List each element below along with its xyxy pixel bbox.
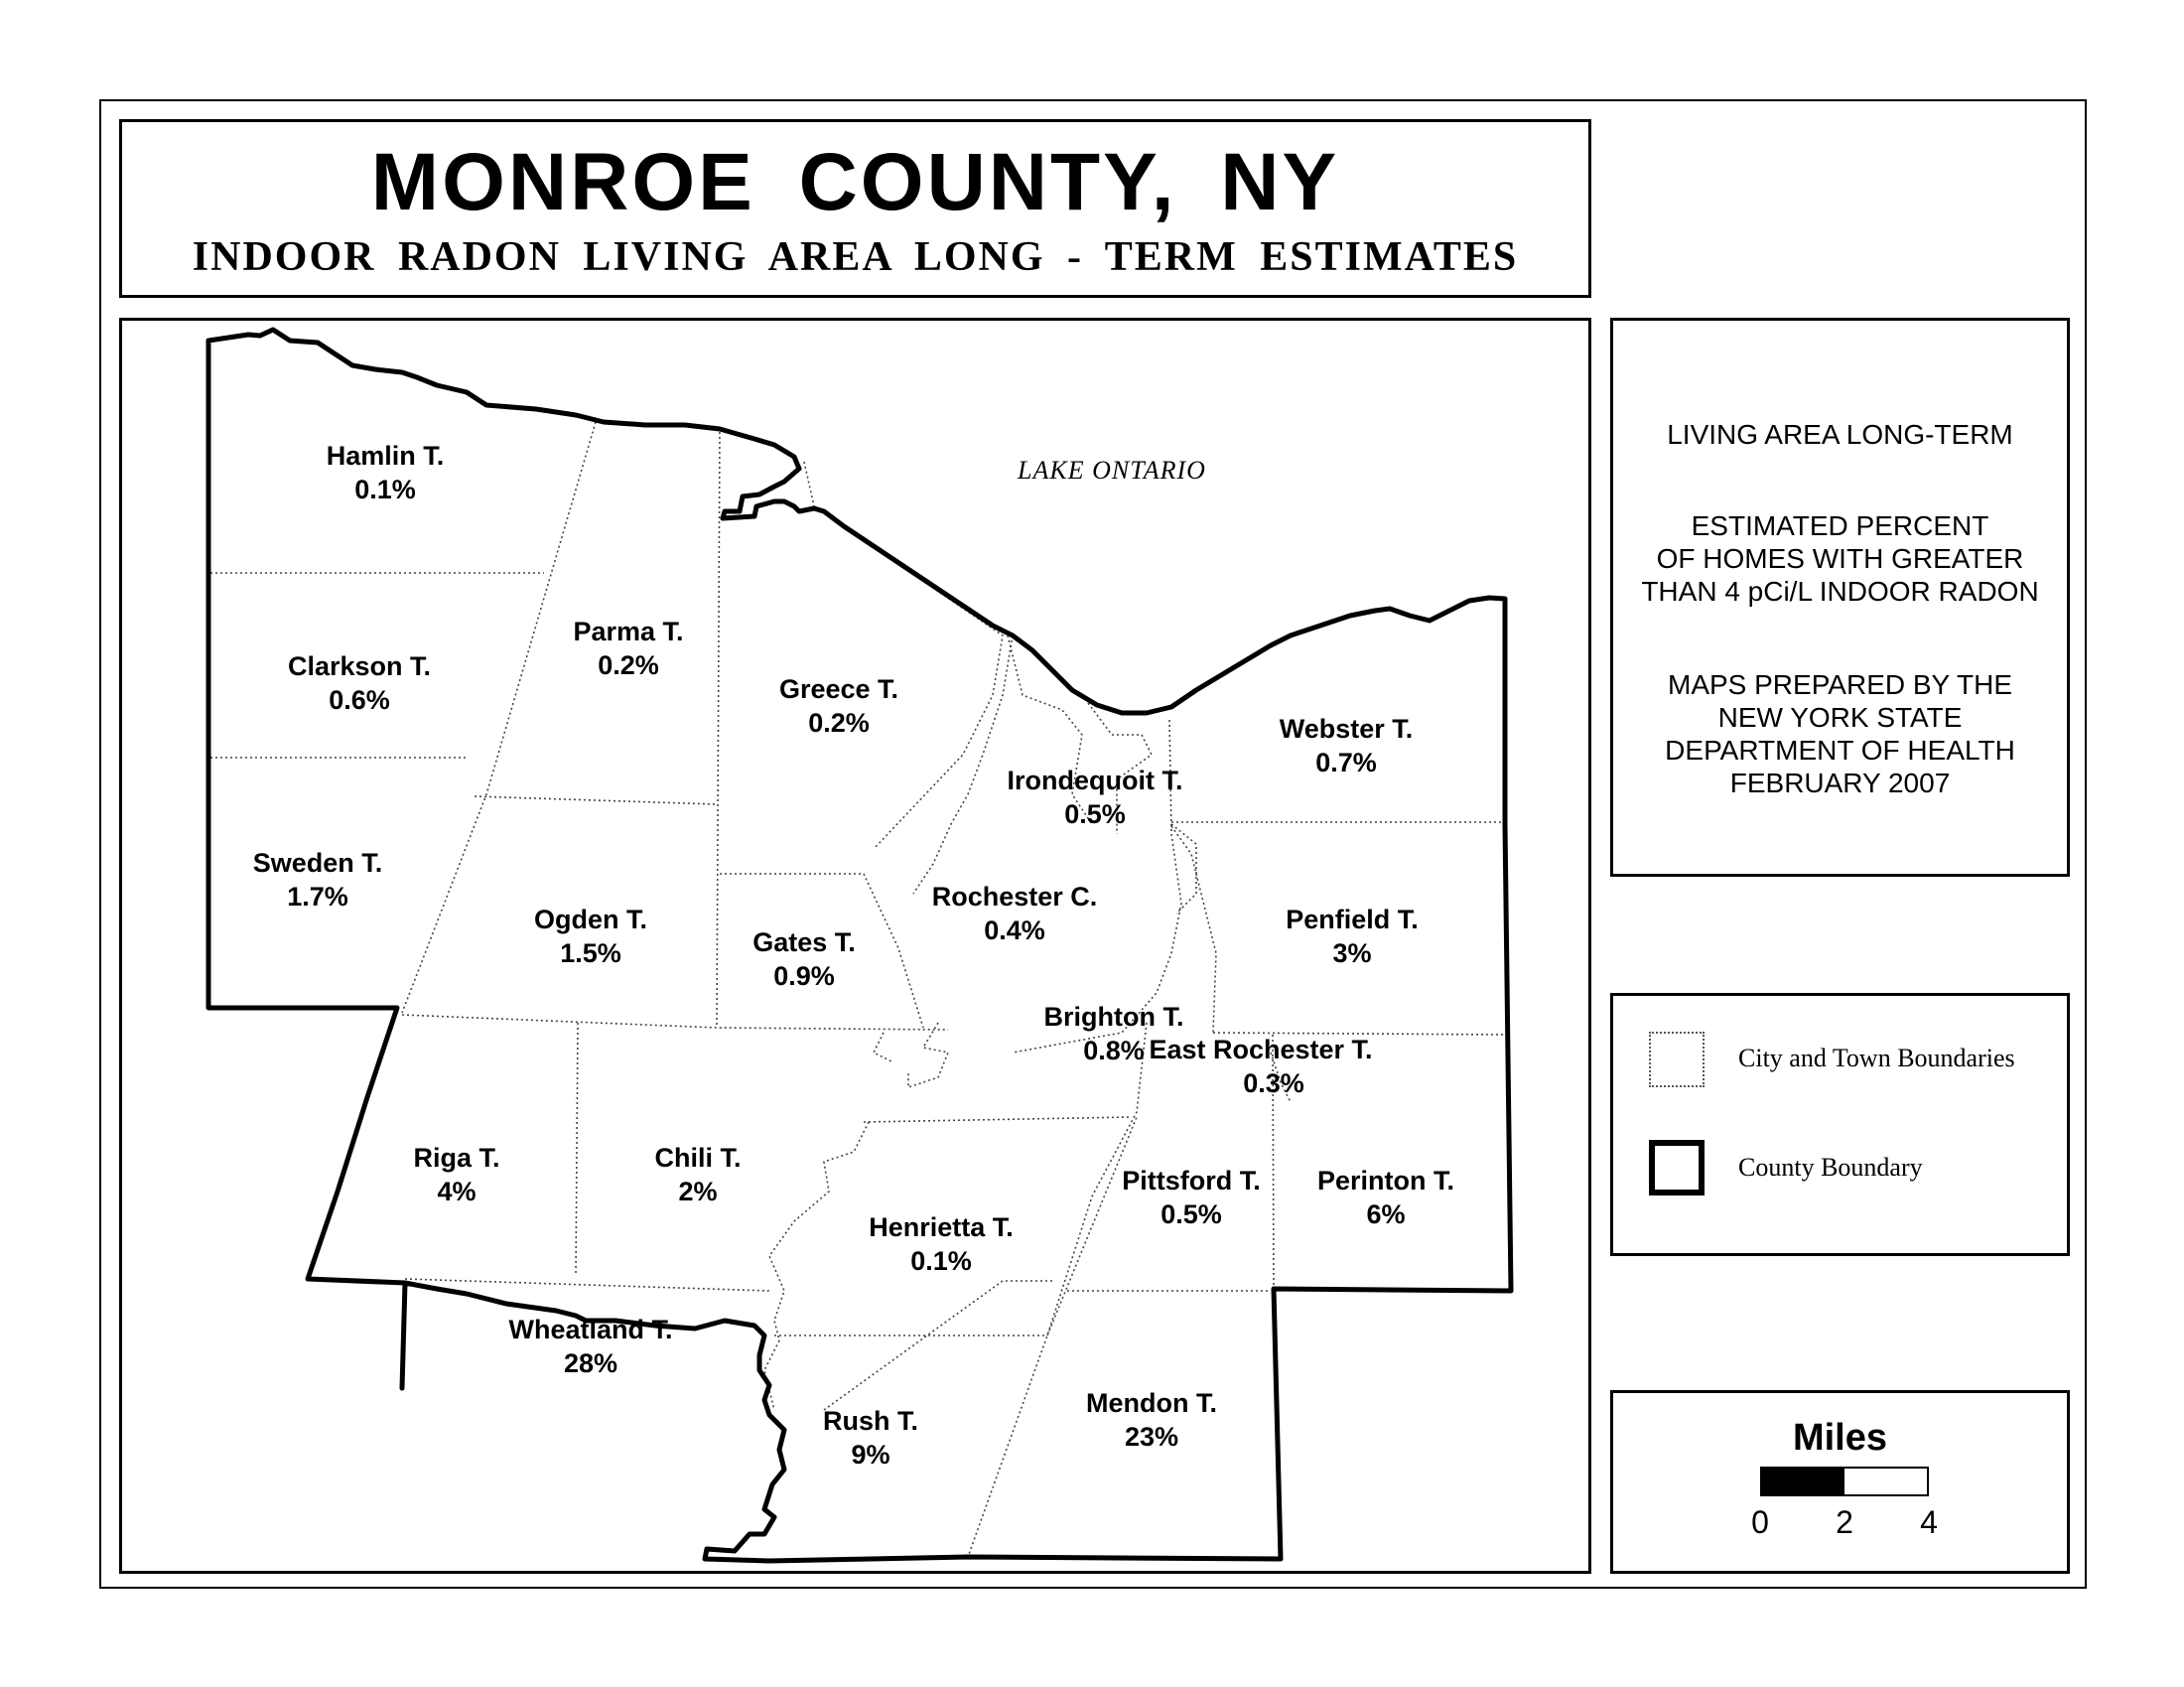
town-value-greece: 0.2% xyxy=(808,708,870,738)
town-value-ogden: 1.5% xyxy=(560,938,621,968)
town-value-sweden: 1.7% xyxy=(287,882,348,912)
city-town-boundary-swatch xyxy=(1649,1032,1705,1087)
lake-ontario-label: LAKE ONTARIO xyxy=(1018,456,1206,485)
town-label-mendon: Mendon T. xyxy=(1086,1388,1217,1418)
town-label-penfield: Penfield T. xyxy=(1286,905,1419,934)
scale-bar-white-segment xyxy=(1844,1469,1927,1494)
info-estimate-line-1: ESTIMATED PERCENT xyxy=(1691,510,1989,541)
info-estimate-line-2: OF HOMES WITH GREATER xyxy=(1656,543,2024,574)
scale-panel xyxy=(1610,1390,2070,1574)
town-label-gates: Gates T. xyxy=(752,927,856,957)
map-title: MONROE COUNTY, NY xyxy=(370,137,1340,227)
info-heading: LIVING AREA LONG-TERM xyxy=(1667,419,2013,450)
town-value-perinton: 6% xyxy=(1366,1199,1406,1229)
town-label-rush: Rush T. xyxy=(822,1406,919,1436)
town-label-henrietta: Henrietta T. xyxy=(869,1212,1014,1242)
city-town-boundary-label: City and Town Boundaries xyxy=(1738,1044,2015,1072)
county-boundary-swatch xyxy=(1649,1140,1705,1195)
town-boundaries xyxy=(210,422,1505,1557)
scale-tick-2: 2 xyxy=(1836,1504,1853,1540)
scale-title: Miles xyxy=(1792,1417,1888,1459)
town-label-ogden: Ogden T. xyxy=(534,905,647,934)
town-label-riga: Riga T. xyxy=(413,1143,500,1173)
scale-tick-0: 0 xyxy=(1751,1504,1769,1540)
map-subtitle: INDOOR RADON LIVING AREA LONG - TERM ESTIMATES xyxy=(192,234,1519,280)
scale-bar-black-segment xyxy=(1762,1469,1844,1494)
county-boundary-label: County Boundary xyxy=(1738,1153,1923,1182)
town-label-rochester: Rochester C. xyxy=(931,882,1098,912)
town-value-chili: 2% xyxy=(678,1177,718,1206)
town-value-henrietta: 0.1% xyxy=(910,1246,972,1276)
town-label-webster: Webster T. xyxy=(1279,714,1414,744)
town-value-east-rochester: 0.3% xyxy=(1243,1068,1304,1098)
town-value-hamlin: 0.1% xyxy=(354,475,416,504)
town-value-riga: 4% xyxy=(437,1177,477,1206)
town-label-wheatland: Wheatland T. xyxy=(508,1315,673,1344)
info-credit-line-2: NEW YORK STATE xyxy=(1717,702,1963,733)
town-label-chili: Chili T. xyxy=(654,1143,742,1173)
legend-panel xyxy=(1610,993,2070,1256)
town-value-webster: 0.7% xyxy=(1315,748,1377,777)
scale-bar xyxy=(1760,1467,1929,1496)
town-label-east-rochester: East Rochester T. xyxy=(1149,1035,1373,1064)
county-boundary xyxy=(208,330,1511,1561)
town-value-rush: 9% xyxy=(851,1440,890,1470)
town-label-greece: Greece T. xyxy=(778,674,899,704)
town-value-wheatland: 28% xyxy=(563,1348,618,1378)
town-label-parma: Parma T. xyxy=(573,617,684,646)
town-label-irondequoit: Irondequoit T. xyxy=(1007,766,1183,795)
info-credit-line-1: MAPS PREPARED BY THE xyxy=(1668,669,2012,700)
town-value-irondequoit: 0.5% xyxy=(1064,799,1126,829)
town-value-mendon: 23% xyxy=(1124,1422,1179,1452)
town-label-hamlin: Hamlin T. xyxy=(326,441,445,471)
town-value-gates: 0.9% xyxy=(773,961,835,991)
town-value-penfield: 3% xyxy=(1332,938,1372,968)
info-panel xyxy=(1610,318,2070,877)
town-label-clarkson: Clarkson T. xyxy=(287,651,432,681)
town-label-brighton: Brighton T. xyxy=(1043,1002,1184,1032)
town-value-clarkson: 0.6% xyxy=(329,685,390,715)
info-credit-line-4: FEBRUARY 2007 xyxy=(1729,768,1951,798)
town-value-brighton: 0.8% xyxy=(1083,1036,1145,1065)
town-value-pittsford: 0.5% xyxy=(1160,1199,1222,1229)
scale-tick-4: 4 xyxy=(1920,1504,1938,1540)
town-value-rochester: 0.4% xyxy=(984,915,1045,945)
town-label-sweden: Sweden T. xyxy=(252,848,383,878)
town-label-pittsford: Pittsford T. xyxy=(1122,1166,1261,1195)
town-label-perinton: Perinton T. xyxy=(1316,1166,1455,1195)
info-estimate-line-3: THAN 4 pCi/L INDOOR RADON xyxy=(1641,576,2039,607)
info-credit-line-3: DEPARTMENT OF HEALTH xyxy=(1665,735,2015,766)
town-value-parma: 0.2% xyxy=(598,650,659,680)
